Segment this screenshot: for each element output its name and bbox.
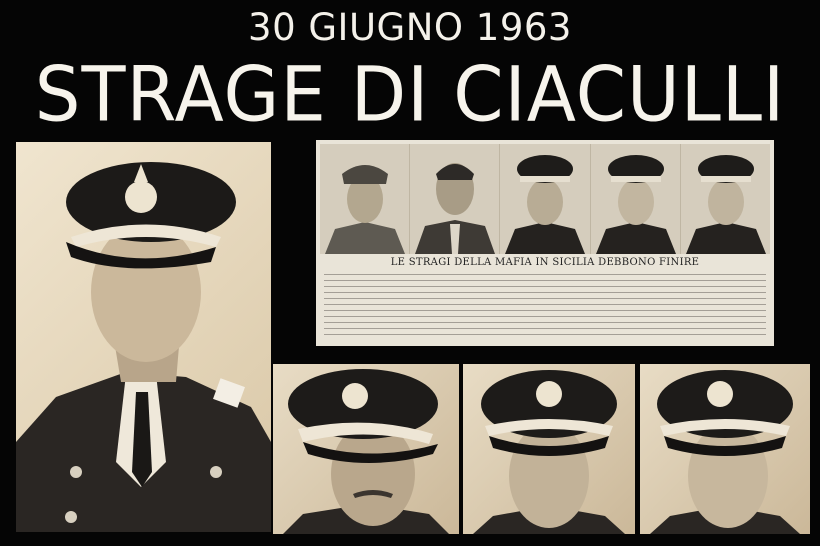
- portrait-officer-large: [16, 142, 271, 532]
- clipping-photo-4: [591, 144, 681, 254]
- page-title: STRAGE DI CIACULLI: [34, 49, 786, 139]
- clipping-headline: LE STRAGI DELLA MAFIA IN SICILIA DEBBONO FINIRE: [390, 257, 700, 268]
- clipping-photo-5: [681, 144, 770, 254]
- clipping-article-text: [324, 274, 766, 340]
- portrait-officer-4: [640, 364, 810, 534]
- newspaper-clipping: [316, 140, 774, 346]
- date-heading: 30 GIUGNO 1963: [248, 6, 572, 49]
- clipping-photo-2: [410, 144, 500, 254]
- clipping-photo-1: [320, 144, 410, 254]
- portrait-officer-3: [463, 364, 635, 534]
- clipping-photo-strip: [320, 144, 770, 254]
- clipping-photo-3: [500, 144, 590, 254]
- portrait-officer-2: [273, 364, 459, 534]
